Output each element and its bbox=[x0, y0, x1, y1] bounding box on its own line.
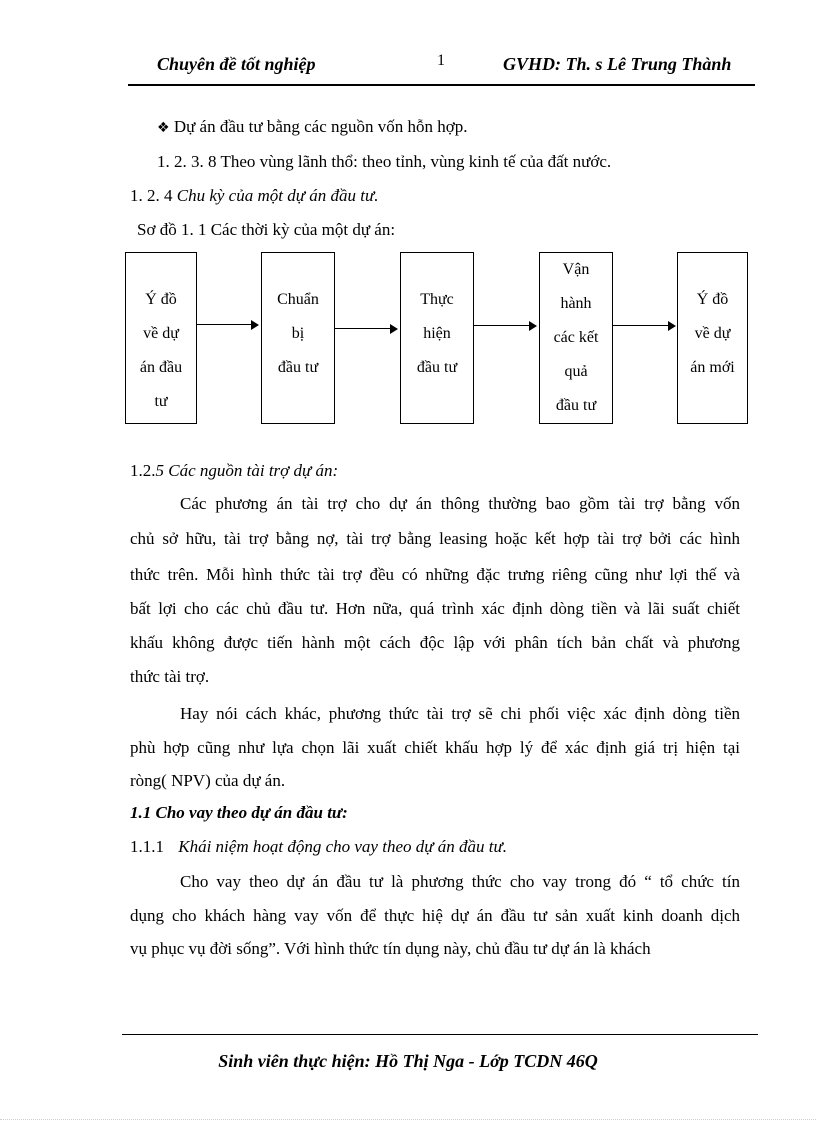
section-125-number: 1.2. bbox=[130, 461, 156, 480]
page-number: 1 bbox=[437, 52, 445, 69]
page-bottom-border bbox=[0, 1119, 816, 1120]
item-1238: 1. 2. 3. 8 Theo vùng lãnh thổ: theo tỉnh, vùng kinh tế của đất nước. bbox=[157, 152, 612, 171]
bullet-text: Dự án đầu tư bằng các nguồn vốn hỗn hợp. bbox=[173, 117, 468, 136]
box-line: tư bbox=[154, 393, 168, 410]
para1-line-6: thức tài trợ. bbox=[130, 667, 210, 686]
section-125 bbox=[130, 461, 338, 481]
diagram-box-4 bbox=[539, 252, 613, 424]
box-line: đầu tư bbox=[277, 359, 319, 376]
section-124-title: Chu kỳ của một dự án đầu tư. bbox=[176, 186, 379, 205]
box-line: Ý đồ bbox=[145, 291, 177, 308]
box-line: hiện bbox=[423, 325, 451, 342]
arrow-4 bbox=[613, 325, 668, 326]
section-111-number: 1.1.1 bbox=[130, 837, 164, 856]
box-line: về dự bbox=[694, 325, 731, 342]
box-line: án đầu bbox=[139, 359, 183, 376]
footer-text: Sinh viên thực hiện: Hồ Thị Nga - Lớp TCDN 46Q bbox=[218, 1051, 598, 1071]
section-11-heading: 1.1 Cho vay theo dự án đầu tư: bbox=[130, 803, 348, 822]
para3-line-3: vụ phục vụ đời sống”. Với hình thức tín dụng này, chủ đầu tư dự án là khách bbox=[130, 939, 651, 958]
diagram-box-3 bbox=[400, 252, 474, 424]
diagram-caption: Sơ đồ 1. 1 Các thời kỳ của một dự án: bbox=[137, 220, 396, 239]
para3-line-2: dụng cho khách hàng vay vốn để thực hiệ dự án đầu tư sản xuất kinh doanh dịch bbox=[130, 906, 740, 925]
box-line: Chuẩn bbox=[277, 291, 319, 308]
box-line: Ý đồ bbox=[696, 291, 729, 308]
box-line: đầu tư bbox=[555, 397, 597, 414]
footer-rule bbox=[122, 1034, 758, 1035]
header-right: GVHD: Th. s Lê Trung Thành bbox=[503, 54, 732, 74]
para1-line-2: chủ sở hữu, tài trợ bằng nợ, tài trợ bằng leasing hoặc kết hợp tài trợ bởi các hình bbox=[130, 529, 740, 548]
section-125-title: 5 Các nguồn tài trợ dự án: bbox=[155, 461, 339, 480]
para2-line-3: ròng( NPV) của dự án. bbox=[130, 771, 286, 790]
box-line: Vận bbox=[562, 261, 590, 278]
arrow-4-head bbox=[668, 321, 676, 331]
diagram-box-5 bbox=[677, 252, 748, 424]
para1-line-3: thức trên. Mỗi hình thức tài trợ đều có những đặc trưng riêng cũng như lợi thế và bbox=[130, 565, 740, 584]
bullet-item bbox=[157, 117, 468, 137]
box-line: các kết bbox=[553, 329, 599, 346]
diagram-box-1 bbox=[125, 252, 197, 424]
para2-line-1: Hay nói cách khác, phương thức tài trợ sẽ chi phối việc xác định dòng tiền bbox=[180, 704, 740, 723]
section-124-number: 1. 2. 4 bbox=[130, 186, 173, 205]
section-111-title: Khái niệm hoạt động cho vay theo dự án đầu tư. bbox=[178, 837, 508, 856]
diagram-box-2 bbox=[261, 252, 335, 424]
box-line: về dự bbox=[143, 325, 179, 342]
box-line: bị bbox=[291, 325, 305, 342]
para3-line-1: Cho vay theo dự án đầu tư là phương thức cho vay trong đó “ tổ chức tín bbox=[180, 872, 740, 891]
para1-line-5: khấu không được tiến hành một cách độc lập với phân tích bản chất và phương bbox=[130, 633, 740, 652]
arrow-3 bbox=[474, 325, 529, 326]
arrow-2 bbox=[335, 328, 390, 329]
header-rule bbox=[128, 84, 755, 86]
header-left: Chuyên đề tốt nghiệp bbox=[157, 54, 316, 74]
para2-line-2: phù hợp cũng như lựa chọn lãi xuất chiết khấu hợp lý để xác định giá trị hiện tại bbox=[130, 738, 740, 757]
para1-line-1: Các phương án tài trợ cho dự án thông thường bao gồm tài trợ bằng vốn bbox=[180, 494, 740, 513]
section-124 bbox=[130, 186, 379, 206]
box-line: quả bbox=[564, 363, 588, 380]
box-line: án mới bbox=[690, 359, 735, 376]
diamond-bullet-icon: ❖ bbox=[157, 120, 170, 136]
box-line: hành bbox=[560, 295, 592, 312]
arrow-2-head bbox=[390, 324, 398, 334]
box-line: Thực bbox=[420, 291, 454, 308]
arrow-1 bbox=[197, 324, 251, 325]
arrow-1-head bbox=[251, 320, 259, 330]
section-111 bbox=[130, 837, 507, 857]
para1-line-4: bất lợi cho các chủ đầu tư. Hơn nữa, quá trình xác định dòng tiền và lãi suất chiết bbox=[130, 599, 740, 618]
box-line: đầu tư bbox=[416, 359, 458, 376]
arrow-3-head bbox=[529, 321, 537, 331]
